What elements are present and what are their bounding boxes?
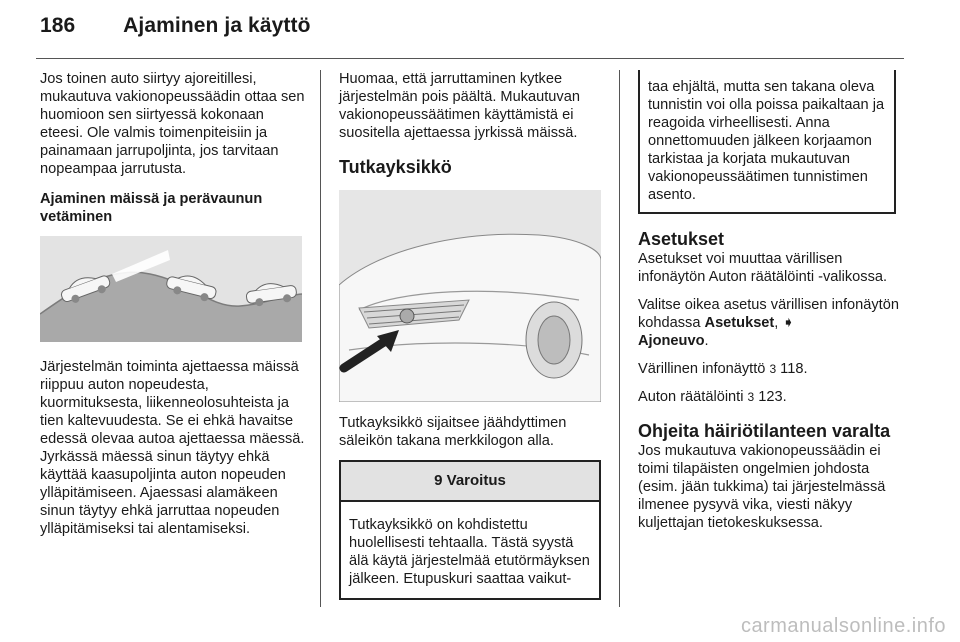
warning-box [339,460,601,600]
settings-paragraph: Asetukset voi muuttaa värillisen infonäytön Auton räätälöinti -valikossa. [638,251,888,285]
braking-paragraph: Huomaa, että jarruttaminen kytkee järjestelmän pois päältä. Mukautuvan vakionopeussäätimen käyttämistä ei suositella ajettaessa jyrkissä mäissä. [339,71,580,141]
settings-heading: Asetukset [638,229,725,249]
hills-paragraph: Järjestelmän toiminta ajettaessa mäissä riippuu auton nopeudesta, kuormituksesta, liikenneolosuhteista ja tien kaltevuudesta. Se ei ehkä havaitse edessä olevaa autoa ajettaessa mäessä. Jyrkässä mäessä sinun täytyy ehkä käyttää kaasupoljinta auton nopeuden ylläpitämiseen. Ajaessasi alamäkeen sinun täytyy ehkä jarruttaa nopeuden ylläpitämiseksi tai alentamiseksi. [40,359,305,537]
cut-in-paragraph: Jos toinen auto siirtyy ajoreitillesi, mukautuva vakionopeussäädin ottaa sen huomioon sen siirtyessä kokonaan eteesi. Ole valmis toimenpiteisiin ja painamaan jarrupoljinta, jos tarvitaan nopeampaa jarrutusta. [40,71,305,177]
chapter-title: Ajaminen ja käyttö [123,14,311,37]
hills-subheading: Ajaminen mäissä ja perävaunun vetäminen [40,191,263,225]
page-reference-icon: 3 [747,390,755,404]
warning-body: Tutkayksikkö on kohdistettu huolellisesti tehtaalla. Tästä syystä älä käytä järjestelmää etutörmäyksen jälkeen. Etupuskuri saattaa vaikut- [349,517,590,587]
page-reference-icon: 3 [769,362,777,376]
hill-cars-image [40,236,302,342]
warning-continuation-text: taa ehjältä, mutta sen takana oleva tunnistin voi olla poissa paikaltaan ja reagoida virheellisesti. Anna onnettomuuden jälkeen korjaamon tarkistaa ja korjata mukautuvan vakionopeussäätimen tunnistimen asento. [648,79,885,203]
column-2 [339,70,607,600]
car-front-image [339,190,601,402]
reference-vehicle-personalization: Auton räätälöinti 3 123. [638,389,787,405]
column-divider-2 [619,70,620,607]
warning-continuation-box [638,70,896,214]
column-divider-1 [320,70,321,607]
arrow-right-icon: ➧ [782,315,795,331]
header-rule [36,58,904,59]
watermark: carmanualsonline.info [740,615,946,637]
warning-title: Varoitus [446,472,506,489]
settings-path-paragraph: Valitse oikea asetus värillisen infonäytön kohdassa Asetukset, ➧ Ajoneuvo. [638,297,899,349]
column-3 [638,70,906,542]
settings-menu-label: Asetukset [704,315,775,331]
radar-heading: Tutkayksikkö [339,157,452,177]
page-number: 186 [40,14,76,37]
column-1 [40,70,308,548]
reference-info-display: Värillinen infonäyttö 3 118. [638,361,808,377]
fault-paragraph: Jos mukautuva vakionopeussäädin ei toimi tilapäisten ongelmien johdosta (esim. jään tukkima) tai järjestelmässä ilmenee pysyvä vika, viesti näkyy kuljettajan tietokeskuksessa. [638,443,886,531]
fault-heading: Ohjeita häiriötilanteen varalta [638,421,891,441]
page-header [40,14,311,38]
vehicle-menu-label: Ajoneuvo [638,333,705,349]
radar-location-paragraph: Tutkayksikkö sijaitsee jäähdyttimen säleikön takana merkkilogon alla. [339,415,567,449]
warning-triangle-icon: 9 [434,472,443,489]
hill-driving-illustration [40,236,302,342]
warning-header [341,462,599,502]
radar-unit-illustration [339,190,601,402]
